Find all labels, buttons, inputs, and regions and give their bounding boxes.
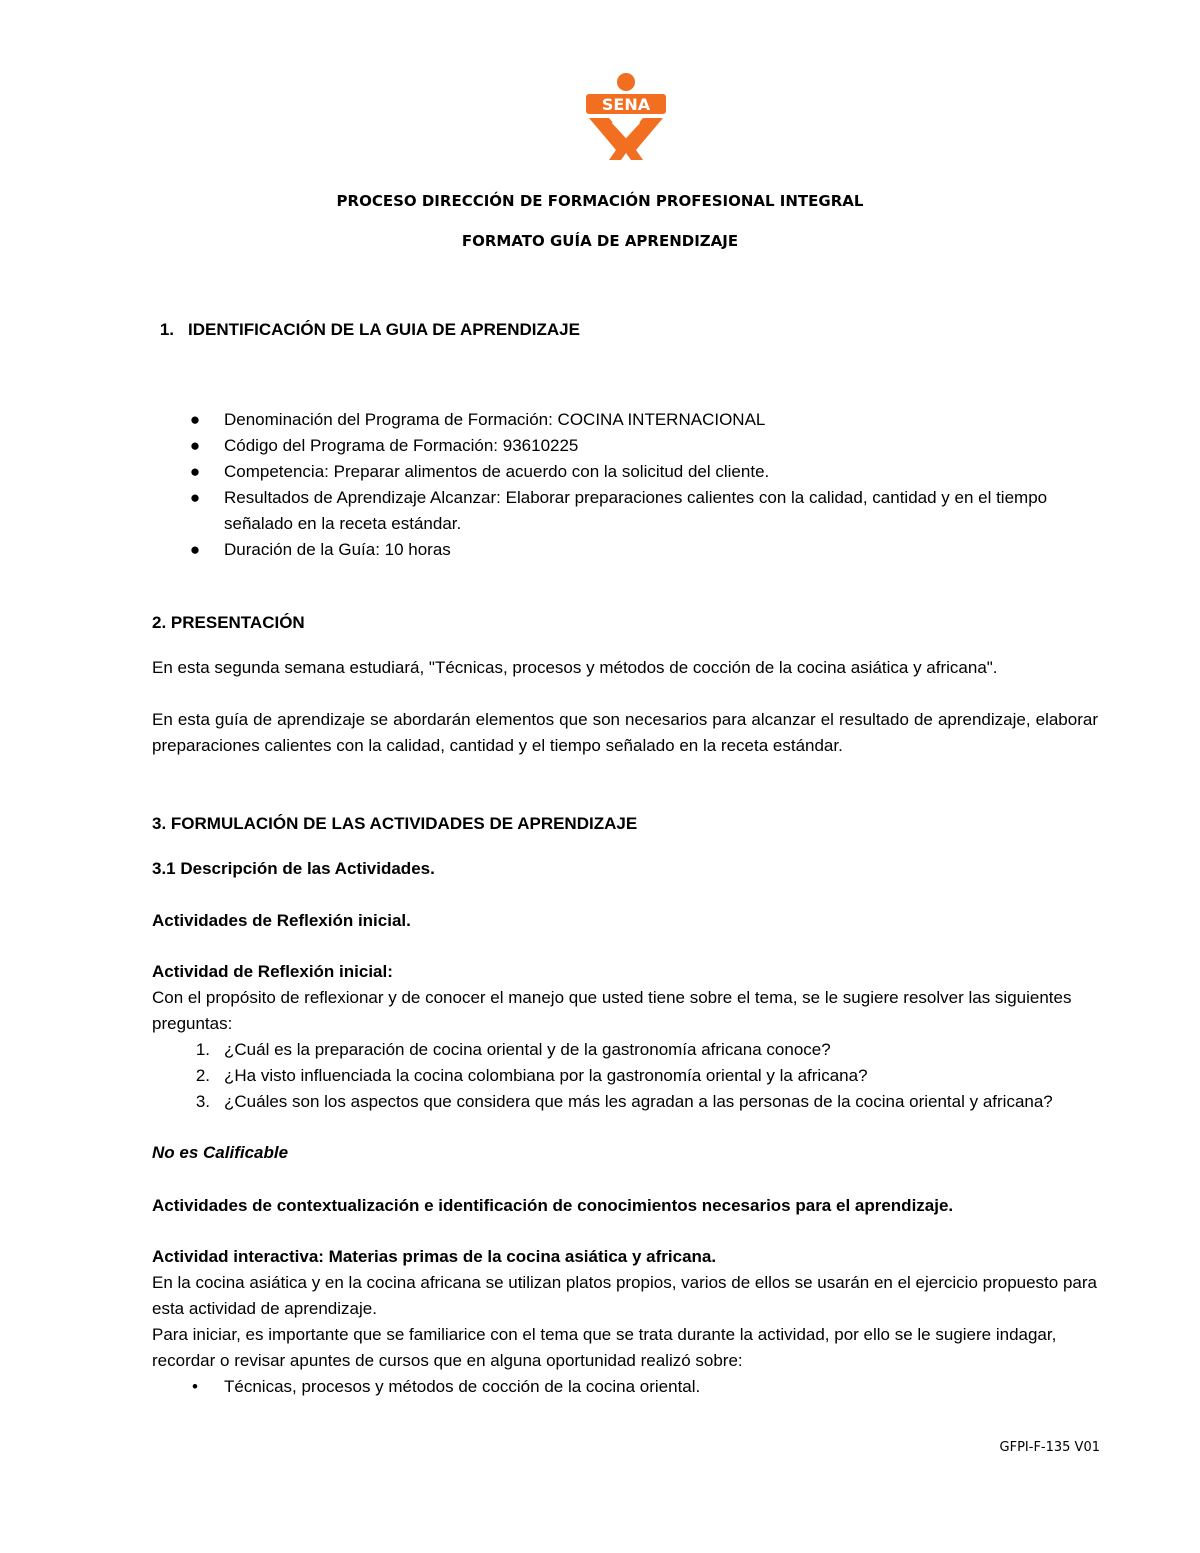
- interactive-activity-paragraph-2: Para iniciar, es importante que se familiarice con el tema que se trata durante la actividad, por ello se le sugiere indagar, recordar o revisar apuntes de cursos que en alguna oportunidad realizó sobre:: [152, 1325, 1057, 1370]
- list-item: 3. ¿Cuáles son los aspectos que considera que más les agradan a las personas de la cocina oriental y africana?: [195, 1092, 1053, 1111]
- list-item: ● Resultados de Aprendizaje Alcanzar: Elaborar preparaciones calientes con la calidad, cantidad y en el tiempo señalado en la receta estándar.: [189, 488, 1048, 533]
- section2-heading: 2. PRESENTACIÓN: [152, 613, 305, 632]
- not-graded-note: No es Calificable: [152, 1143, 289, 1162]
- identification-list: [189, 407, 1100, 563]
- list-item: • Técnicas, procesos y métodos de cocción de la cocina oriental.: [192, 1377, 701, 1396]
- list-item: ● Competencia: Preparar alimentos de acuerdo con la solicitud del cliente.: [189, 462, 770, 481]
- interactive-activity-paragraph-1: En la cocina asiática y en la cocina africana se utilizan platos propios, varios de ellos se usarán en el ejercicio propuesto para esta actividad de aprendizaje.: [152, 1273, 1097, 1318]
- topics-list: [192, 1374, 1100, 1400]
- reflection-questions-list: [195, 1037, 1102, 1115]
- reflection-activity-intro: Con el propósito de reflexionar y de conocer el manejo que usted tiene sobre el tema, se le sugiere resolver las siguientes preguntas:: [152, 988, 1072, 1033]
- interactive-activity-title: Actividad interactiva: Materias primas de la cocina asiática y africana.: [152, 1247, 717, 1266]
- contextualization-heading: Actividades de contextualización e identificación de conocimientos necesarios para el aprendizaje.: [152, 1196, 954, 1215]
- presentation-paragraph-2: En esta guía de aprendizaje se abordarán elementos que son necesarios para alcanzar el resultado de aprendizaje, elaborar preparaciones calientes con la calidad, cantidad y el tiempo señalado en la receta estándar.: [152, 710, 1098, 755]
- sena-logo: [583, 72, 669, 162]
- list-item: 1. ¿Cuál es la preparación de cocina oriental y de la gastronomía africana conoce?: [195, 1040, 831, 1059]
- list-item: 2. ¿Ha visto influenciada la cocina colombiana por la gastronomía oriental y la africana?: [195, 1066, 868, 1085]
- list-item: ● Denominación del Programa de Formación: COCINA INTERNACIONAL: [189, 410, 766, 429]
- section1-heading: [159, 318, 580, 342]
- document-code-footer: GFPI-F-135 V01: [999, 1440, 1100, 1455]
- header-process-title: PROCESO DIRECCIÓN DE FORMACIÓN PROFESIONAL INTEGRAL: [336, 192, 864, 210]
- list-item: ● Duración de la Guía: 10 horas: [189, 540, 451, 559]
- section1-number: 1.: [159, 320, 174, 339]
- presentation-paragraph-1: En esta segunda semana estudiará, "Técnicas, procesos y métodos de cocción de la cocina asiática y africana".: [152, 658, 998, 677]
- reflection-activities-heading: Actividades de Reflexión inicial.: [152, 911, 411, 930]
- reflection-activity-title: Actividad de Reflexión inicial:: [152, 962, 393, 981]
- list-item: ● Código del Programa de Formación: 93610225: [189, 436, 579, 455]
- section3-heading: 3. FORMULACIÓN DE LAS ACTIVIDADES DE APRENDIZAJE: [152, 814, 638, 833]
- logo-text: SENA: [601, 95, 651, 114]
- activities-description-heading: 3.1 Descripción de las Actividades.: [152, 859, 435, 878]
- header-format-title: FORMATO GUÍA DE APRENDIZAJE: [461, 232, 739, 250]
- section1-title: IDENTIFICACIÓN DE LA GUIA DE APRENDIZAJE: [188, 320, 580, 339]
